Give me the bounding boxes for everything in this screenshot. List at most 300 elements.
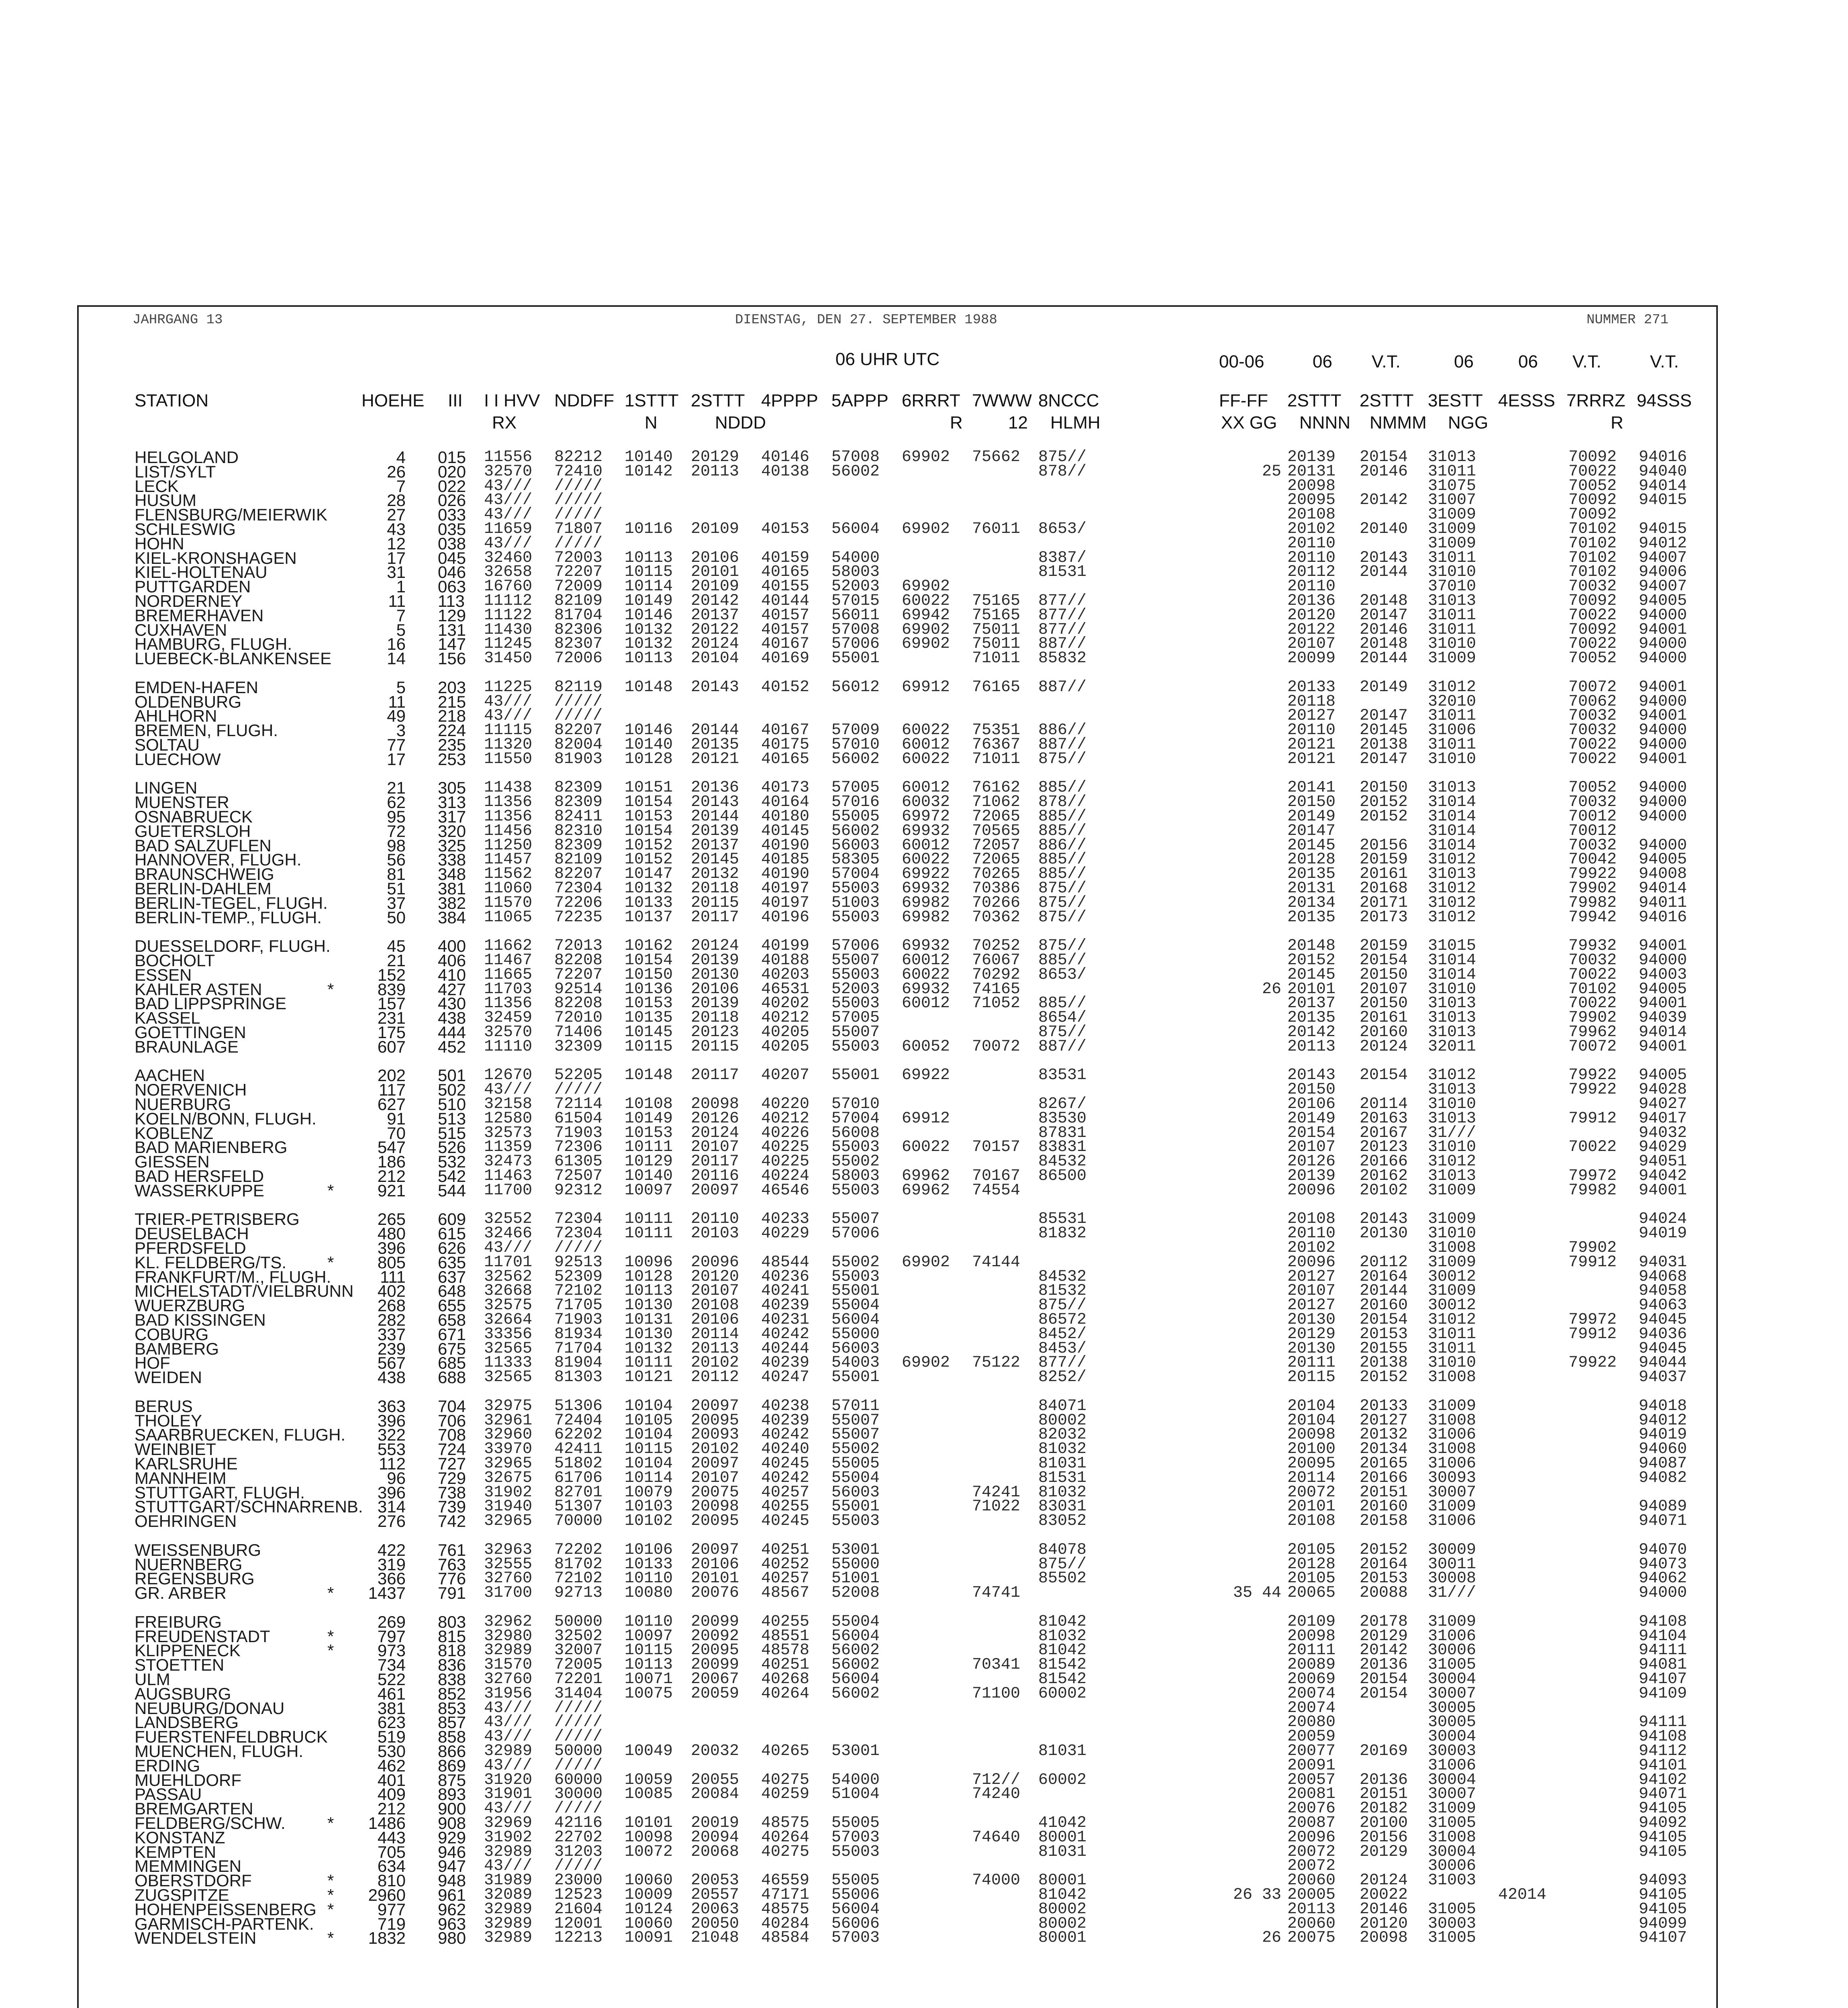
cell-c4: 20116 — [691, 1167, 739, 1185]
cell-c2: 71903 — [554, 1124, 603, 1142]
cell-c2: 82212 — [554, 448, 603, 466]
cell-c11: 20128 — [1287, 851, 1336, 869]
cell-c4: 20118 — [691, 1009, 739, 1027]
cell-c11: 20152 — [1287, 951, 1336, 969]
cell-c8: 76162 — [972, 779, 1021, 797]
cell-c16: 94104 — [1639, 1627, 1687, 1645]
cell-c11: 20113 — [1287, 1900, 1336, 1918]
cell-c4: 20067 — [691, 1670, 739, 1688]
cell-c15: 79932 — [1568, 937, 1617, 955]
cell-c14: 42014 — [1498, 1886, 1547, 1904]
cell-c12: 20129 — [1360, 1627, 1408, 1645]
cell-c6: 58003 — [831, 563, 880, 582]
cell-c11: 20108 — [1287, 1512, 1336, 1530]
cell-station-name: AUGSBURG — [135, 1684, 231, 1703]
cell-c12: 20164 — [1360, 1267, 1408, 1286]
cell-c13: 31010 — [1428, 980, 1476, 998]
cell-c3: 10079 — [625, 1483, 673, 1502]
cell-station-name: KIEL-HOLTENAU — [135, 563, 268, 582]
cell-c15: 70102 — [1568, 520, 1617, 538]
cell-c5: 40164 — [761, 793, 810, 812]
cell-c16: 94105 — [1639, 1828, 1687, 1847]
cell-c8: 71022 — [972, 1498, 1021, 1516]
cell-c3: 10060 — [625, 1871, 673, 1890]
cell-c2: 51306 — [554, 1397, 603, 1415]
cell-c4: 20076 — [691, 1584, 739, 1602]
cell-iii: 947 — [438, 1857, 466, 1876]
cell-hoehe: 567 — [377, 1353, 406, 1373]
cell-c5: 40255 — [761, 1612, 810, 1631]
cell-c6: 52008 — [831, 1584, 880, 1602]
cell-c5: 40239 — [761, 1296, 810, 1315]
cell-iii: 215 — [438, 692, 466, 711]
cell-c2: 81903 — [554, 750, 603, 768]
cell-c2: 32502 — [554, 1627, 603, 1645]
cell-c15: 79982 — [1568, 894, 1617, 912]
cell-c1: 43/// — [484, 506, 533, 524]
cell-iii: 900 — [438, 1799, 466, 1818]
cell-iii: 685 — [438, 1353, 466, 1373]
cell-c3: 10162 — [625, 937, 673, 955]
cell-c16: 94001 — [1639, 1037, 1687, 1056]
cell-station-name: KEMPTEN — [135, 1842, 216, 1861]
bergstation-marker: * — [327, 1253, 334, 1272]
cell-c16: 94000 — [1639, 836, 1687, 855]
cell-c3: 10098 — [625, 1828, 673, 1847]
cell-c2: ///// — [554, 1857, 603, 1875]
cell-c13: 31005 — [1428, 1929, 1476, 1947]
cell-c5: 40180 — [761, 808, 810, 826]
cell-c15: 70022 — [1568, 1138, 1617, 1157]
cell-c12: 20160 — [1360, 1023, 1408, 1041]
cell-c3: 10110 — [625, 1569, 673, 1588]
col-9-sub: HLMH — [1050, 413, 1101, 433]
cell-station-name: HUSUM — [135, 491, 196, 510]
cell-c15: 79972 — [1568, 1311, 1617, 1329]
cell-c2: ///// — [554, 506, 603, 524]
cell-iii: 129 — [438, 606, 466, 625]
col-7-sub: R — [950, 413, 963, 433]
cell-c6: 55004 — [831, 1469, 880, 1487]
cell-c3: 10136 — [625, 980, 673, 998]
cell-c4: 20055 — [691, 1771, 739, 1789]
cell-c9: 84532 — [1038, 1267, 1087, 1286]
cell-hoehe: 5 — [396, 620, 406, 639]
col-9: 8NCCC — [1038, 391, 1099, 410]
cell-c13: 31011 — [1428, 1325, 1476, 1343]
cell-c12: 20152 — [1360, 808, 1408, 826]
cell-c3: 10129 — [625, 1153, 673, 1171]
cell-c16: 94001 — [1639, 1181, 1687, 1200]
cell-c5: 48578 — [761, 1641, 810, 1660]
cell-station-name: WEISSENBURG — [135, 1540, 261, 1559]
cell-c2: 72114 — [554, 1095, 603, 1113]
cell-c8: 75165 — [972, 592, 1021, 610]
cell-hoehe: 77 — [387, 735, 406, 754]
cell-c12: 20147 — [1360, 750, 1408, 768]
cell-c12: 20114 — [1360, 1095, 1408, 1113]
cell-c13: 30012 — [1428, 1296, 1476, 1315]
cell-c3: 10124 — [625, 1900, 673, 1918]
cell-c9: 886// — [1038, 836, 1087, 855]
cell-c11: 20105 — [1287, 1569, 1336, 1588]
cell-station-name: STUTTGART/SCHNARRENB. — [135, 1497, 363, 1516]
cell-c9: 8453/ — [1038, 1339, 1087, 1358]
cell-c3: 10128 — [625, 750, 673, 768]
cell-c11: 20120 — [1287, 606, 1336, 624]
cell-c11: 20005 — [1287, 1886, 1336, 1904]
cell-c9: 8653/ — [1038, 965, 1087, 984]
cell-c5: 48551 — [761, 1627, 810, 1645]
cell-c6: 55000 — [831, 1325, 880, 1343]
cell-c10: 26 — [1262, 1929, 1281, 1947]
cell-c9: 82032 — [1038, 1426, 1087, 1444]
cell-c2: 52205 — [554, 1066, 603, 1085]
cell-c15: 70022 — [1568, 965, 1617, 984]
cell-c1: 11700 — [484, 1181, 533, 1200]
group-06-utc: 06 UHR UTC — [835, 349, 940, 369]
cell-c9: 84071 — [1038, 1397, 1087, 1415]
cell-c1: 11250 — [484, 836, 533, 855]
cell-hoehe: 70 — [387, 1123, 406, 1143]
cell-iii: 761 — [438, 1540, 466, 1559]
cell-iii: 962 — [438, 1900, 466, 1919]
cell-c11: 20121 — [1287, 750, 1336, 768]
cell-c15: 79982 — [1568, 1181, 1617, 1200]
cell-station-name: ULM — [135, 1670, 170, 1689]
cell-c2: 82207 — [554, 721, 603, 740]
col-10-sub: XX GG — [1221, 413, 1277, 433]
cell-iii: 438 — [438, 1008, 466, 1028]
cell-c3: 10113 — [625, 1656, 673, 1674]
cell-c12: 20112 — [1360, 1253, 1408, 1271]
cell-c16: 94019 — [1639, 1426, 1687, 1444]
cell-c7: 69922 — [902, 1066, 950, 1085]
cell-hoehe: 231 — [377, 1008, 406, 1028]
cell-c12: 20162 — [1360, 1167, 1408, 1185]
cell-c13: 31013 — [1428, 448, 1476, 466]
cell-c15: 79922 — [1568, 1081, 1617, 1099]
cell-iii: 313 — [438, 793, 466, 812]
cell-c5: 40225 — [761, 1138, 810, 1157]
cell-c5: 40153 — [761, 520, 810, 538]
cell-c16: 94107 — [1639, 1929, 1687, 1947]
cell-station-name: ERDING — [135, 1756, 200, 1775]
cell-iii: 502 — [438, 1080, 466, 1100]
cell-c8: 75011 — [972, 635, 1021, 653]
cell-c12: 20146 — [1360, 620, 1408, 639]
cell-c2: 71705 — [554, 1296, 603, 1315]
cell-c11: 20137 — [1287, 994, 1336, 1013]
cell-c13: 30093 — [1428, 1469, 1476, 1487]
cell-station-name: CUXHAVEN — [135, 620, 227, 639]
cell-c12: 20145 — [1360, 721, 1408, 740]
cell-c13: 31013 — [1428, 994, 1476, 1013]
cell-c2: 12001 — [554, 1914, 603, 1933]
cell-c8: 70565 — [972, 822, 1021, 840]
cell-c6: 55003 — [831, 1181, 880, 1200]
cell-c9: 885// — [1038, 994, 1087, 1013]
cell-c6: 55007 — [831, 1023, 880, 1041]
bergstation-marker: * — [327, 1928, 334, 1948]
cell-c16: 94031 — [1639, 1253, 1687, 1271]
cell-c1: 32989 — [484, 1843, 533, 1861]
issue-number: NUMMER 271 — [1587, 312, 1669, 328]
cell-c4: 20095 — [691, 1411, 739, 1430]
cell-c16: 94017 — [1639, 1109, 1687, 1128]
cell-c15: 70092 — [1568, 491, 1617, 510]
cell-c7: 69902 — [902, 635, 950, 653]
cell-c6: 55005 — [831, 808, 880, 826]
cell-c16: 94112 — [1639, 1742, 1687, 1760]
cell-c5: 40212 — [761, 1109, 810, 1128]
cell-hoehe: 401 — [377, 1770, 406, 1790]
cell-c16: 94005 — [1639, 1066, 1687, 1085]
cell-iii: 348 — [438, 865, 466, 884]
cell-c9: 85832 — [1038, 649, 1087, 668]
cell-c8: 71052 — [972, 994, 1021, 1013]
cell-c8: 75011 — [972, 620, 1021, 639]
cell-c13: 31012 — [1428, 851, 1476, 869]
cell-c13: 37010 — [1428, 578, 1476, 596]
cell-c4: 20139 — [691, 822, 739, 840]
cell-station-name: STOETTEN — [135, 1655, 225, 1675]
cell-c9: 81032 — [1038, 1440, 1087, 1459]
cell-c11: 20075 — [1287, 1929, 1336, 1947]
cell-station-name: BRAUNLAGE — [135, 1037, 239, 1056]
cell-c2: 71807 — [554, 520, 603, 538]
cell-iii: 147 — [438, 635, 466, 654]
cell-hoehe: 56 — [387, 850, 406, 869]
cell-c2: 72009 — [554, 578, 603, 596]
cell-station-name: KLIPPENECK — [135, 1641, 241, 1660]
cell-c16: 94001 — [1639, 937, 1687, 955]
cell-c3: 10140 — [625, 1167, 673, 1185]
bergstation-marker: * — [327, 1900, 334, 1919]
cell-c9: 85531 — [1038, 1210, 1087, 1228]
cell-c2: ///// — [554, 491, 603, 510]
cell-c6: 56004 — [831, 1311, 880, 1329]
cell-c13: 31013 — [1428, 865, 1476, 884]
cell-c16: 94099 — [1639, 1914, 1687, 1933]
cell-c3: 10097 — [625, 1181, 673, 1200]
cell-hoehe: 11 — [388, 692, 406, 711]
cell-c13: 31010 — [1428, 750, 1476, 768]
cell-c2: 32309 — [554, 1037, 603, 1056]
cell-c6: 57010 — [831, 736, 880, 754]
cell-c13: 31009 — [1428, 1210, 1476, 1228]
cell-c4: 20094 — [691, 1828, 739, 1847]
cell-c16: 94016 — [1639, 448, 1687, 466]
cell-c5: 40229 — [761, 1224, 810, 1243]
cell-c7: 69912 — [902, 678, 950, 696]
cell-c1: 11562 — [484, 865, 533, 884]
cell-c16: 94000 — [1639, 635, 1687, 653]
cell-c13: 31010 — [1428, 563, 1476, 582]
cell-c11: 20072 — [1287, 1843, 1336, 1861]
cell-c12: 20124 — [1360, 1037, 1408, 1056]
cell-c13: 31008 — [1428, 1828, 1476, 1847]
cell-c11: 20114 — [1287, 1469, 1336, 1487]
cell-c2: 72201 — [554, 1670, 603, 1688]
cell-c12: 20155 — [1360, 1339, 1408, 1358]
cell-c6: 55002 — [831, 1253, 880, 1271]
cell-c11: 20127 — [1287, 707, 1336, 725]
cell-c6: 56002 — [831, 462, 880, 481]
cell-c4: 20097 — [691, 1397, 739, 1415]
cell-c13: 30003 — [1428, 1914, 1476, 1933]
cell-hoehe: 396 — [377, 1483, 406, 1502]
cell-c1: 11356 — [484, 808, 533, 826]
cell-station-name: HOHENPEISSENBERG — [135, 1900, 317, 1919]
cell-station-name: GUETERSLOH — [135, 821, 251, 841]
cell-hoehe: 21 — [387, 951, 406, 970]
cell-c15: 70092 — [1568, 592, 1617, 610]
cell-hoehe: 719 — [377, 1914, 406, 1933]
cell-c12: 20169 — [1360, 1742, 1408, 1760]
cell-c11: 20098 — [1287, 1627, 1336, 1645]
cell-c5: 40207 — [761, 1066, 810, 1085]
cell-c4: 20145 — [691, 851, 739, 869]
cell-c5: 40245 — [761, 1455, 810, 1473]
cell-hoehe: 282 — [377, 1310, 406, 1329]
cell-c2: 22702 — [554, 1828, 603, 1847]
cell-c9: 885// — [1038, 865, 1087, 884]
cell-c6: 55003 — [831, 880, 880, 898]
cell-hoehe: 461 — [377, 1684, 406, 1703]
cell-c7: 69972 — [902, 808, 950, 826]
cell-c10: 26 — [1262, 980, 1281, 998]
cell-c2: 42116 — [554, 1814, 603, 1832]
cell-c4: 20117 — [691, 1066, 739, 1085]
cell-c15: 79972 — [1568, 1167, 1617, 1185]
cell-c7: 69932 — [902, 880, 950, 898]
cell-c7: 69902 — [902, 448, 950, 466]
cell-c11: 20091 — [1287, 1756, 1336, 1775]
cell-c3: 10072 — [625, 1843, 673, 1861]
cell-c4: 20084 — [691, 1785, 739, 1804]
cell-c13: 31014 — [1428, 965, 1476, 984]
cell-c13: 31011 — [1428, 736, 1476, 754]
cell-c16: 94062 — [1639, 1569, 1687, 1588]
cell-c6: 57008 — [831, 620, 880, 639]
cell-c1: 32989 — [484, 1914, 533, 1933]
cell-c2: ///// — [554, 1728, 603, 1746]
col-station: STATION — [135, 391, 209, 410]
cell-hoehe: 11 — [388, 592, 406, 610]
cell-c8: 74000 — [972, 1871, 1021, 1890]
cell-c5: 40247 — [761, 1368, 810, 1387]
cell-c9: 887// — [1038, 678, 1087, 696]
cell-c3: 10106 — [625, 1541, 673, 1559]
cell-c5: 48584 — [761, 1929, 810, 1947]
cell-c5: 40275 — [761, 1843, 810, 1861]
cell-c1: 32975 — [484, 1397, 533, 1415]
cell-c12: 20164 — [1360, 1555, 1408, 1573]
cell-c13: 31013 — [1428, 592, 1476, 610]
cell-c6: 57015 — [831, 592, 880, 610]
cell-c11: 20130 — [1287, 1339, 1336, 1358]
cell-c2: 72102 — [554, 1569, 603, 1588]
cell-c4: 20063 — [691, 1900, 739, 1918]
cell-iii: 384 — [438, 908, 466, 927]
cell-c1: 32760 — [484, 1670, 533, 1688]
cell-c1: 32089 — [484, 1886, 533, 1904]
cell-c1: 32575 — [484, 1296, 533, 1315]
cell-c8: 75165 — [972, 606, 1021, 624]
cell-hoehe: 734 — [377, 1655, 406, 1675]
cell-c13: 31003 — [1428, 1871, 1476, 1890]
cell-c16: 94012 — [1639, 1411, 1687, 1430]
cell-c8: 70072 — [972, 1037, 1021, 1056]
cell-c1: 11438 — [484, 779, 533, 797]
cell-c1: 11463 — [484, 1167, 533, 1185]
cell-c1: 32658 — [484, 563, 533, 582]
cell-c6: 58305 — [831, 851, 880, 869]
cell-iii: 510 — [438, 1095, 466, 1114]
cell-c13: 30008 — [1428, 1569, 1476, 1588]
cell-c8: 75351 — [972, 721, 1021, 740]
cell-c1: 32562 — [484, 1267, 533, 1286]
cell-c15: 79902 — [1568, 880, 1617, 898]
cell-c16: 94001 — [1639, 994, 1687, 1013]
bergstation-marker: * — [327, 1886, 334, 1904]
cell-station-name: ZUGSPITZE — [135, 1886, 229, 1904]
cell-c4: 20124 — [691, 1124, 739, 1142]
cell-c4: 20097 — [691, 1541, 739, 1559]
cell-c16: 94000 — [1639, 649, 1687, 668]
cell-c11: 20110 — [1287, 721, 1336, 740]
cell-hoehe: 62 — [387, 793, 406, 812]
cell-station-name: OEHRINGEN — [135, 1512, 237, 1531]
cell-c6: 55003 — [831, 965, 880, 984]
cell-c15: 70032 — [1568, 793, 1617, 812]
cell-iii: 948 — [438, 1871, 466, 1890]
cell-c15: 70012 — [1568, 822, 1617, 840]
cell-c5: 40284 — [761, 1914, 810, 1933]
cell-c1: 31989 — [484, 1871, 533, 1890]
cell-iii: 875 — [438, 1770, 466, 1790]
cell-c12: 20136 — [1360, 1771, 1408, 1789]
cell-c11: 20100 — [1287, 1440, 1336, 1459]
cell-c2: 82306 — [554, 620, 603, 639]
cell-c16: 94005 — [1639, 980, 1687, 998]
cell-c16: 94016 — [1639, 908, 1687, 926]
cell-c11: 20112 — [1287, 563, 1336, 582]
cell-c6: 55003 — [831, 1037, 880, 1056]
cell-c9: 41042 — [1038, 1814, 1087, 1832]
cell-station-name: ESSEN — [135, 965, 192, 984]
cell-c7: 69962 — [902, 1167, 950, 1185]
cell-c1: 32565 — [484, 1339, 533, 1358]
cell-c11: 20110 — [1287, 1224, 1336, 1243]
cell-c12: 20156 — [1360, 836, 1408, 855]
cell-c7: 60012 — [902, 779, 950, 797]
cell-hoehe: 175 — [377, 1023, 406, 1042]
cell-c6: 55004 — [831, 1612, 880, 1631]
cell-c9: 60002 — [1038, 1684, 1087, 1703]
cell-c6: 56002 — [831, 822, 880, 840]
cell-c12: 20161 — [1360, 1009, 1408, 1027]
cell-iii: 338 — [438, 850, 466, 869]
cell-iii: 838 — [438, 1670, 466, 1689]
cell-c9: 8252/ — [1038, 1368, 1087, 1387]
cell-c5: 46546 — [761, 1181, 810, 1200]
cell-c9: 80002 — [1038, 1411, 1087, 1430]
cell-c1: 32158 — [484, 1095, 533, 1113]
cell-c4: 20101 — [691, 563, 739, 582]
cell-c11: 20141 — [1287, 779, 1336, 797]
